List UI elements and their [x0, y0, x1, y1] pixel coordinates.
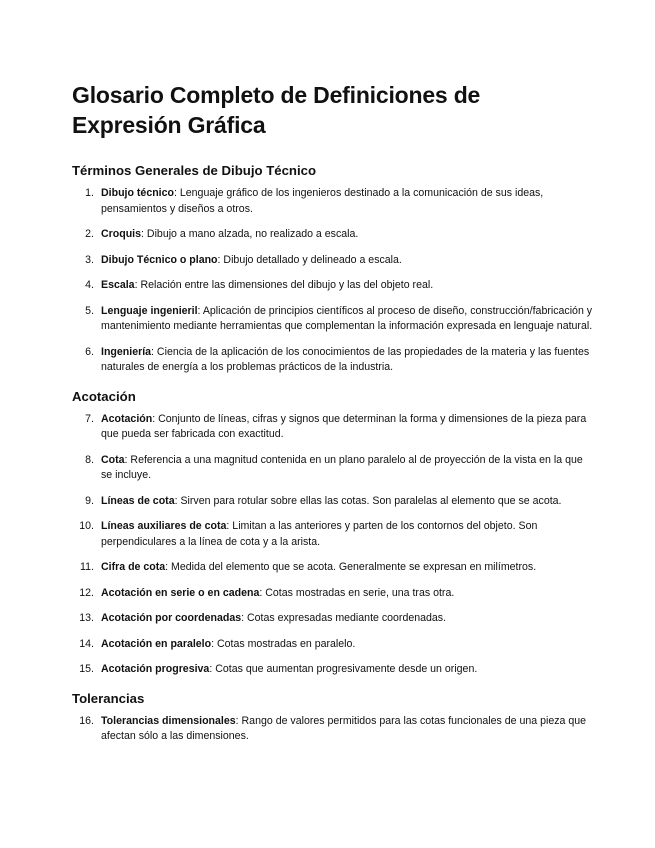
entry-definition: : Sirven para rotular sobre ellas las cotas. Son paralelas al elemento que se acota.: [174, 494, 562, 507]
glossary-entry: [72, 278, 594, 294]
entry-term: Lenguaje ingenieril: [101, 304, 198, 317]
entry-term: Tolerancias dimensionales: [101, 714, 236, 727]
glossary-entry: [72, 586, 594, 602]
entry-number: 2.: [85, 228, 94, 240]
glossary-entry: [72, 494, 594, 510]
entry-term: Dibujo Técnico o plano: [101, 253, 218, 266]
entry-definition: : Cotas mostradas en serie, una tras otra.: [259, 586, 455, 599]
entry-number: 10.: [79, 520, 94, 532]
document-title: Glosario Completo de Definiciones de Expresión Gráfica: [72, 82, 481, 138]
entry-number: 9.: [85, 494, 94, 507]
entry-number: 8.: [85, 453, 94, 466]
glossary-list: [72, 186, 595, 376]
glossary-entry: [72, 560, 594, 576]
entry-definition: : Conjunto de líneas, cifras y signos que determinan la forma y dimensiones de la pieza para que pueda ser fabricada con exactitud.: [101, 412, 587, 440]
entry-term: Acotación progresiva: [101, 663, 210, 675]
entry-definition: : Cotas mostradas en paralelo.: [211, 637, 356, 650]
glossary-list: [72, 412, 595, 678]
glossary-section: [72, 162, 595, 376]
entry-term: Cota: [101, 453, 125, 466]
entry-term: Acotación en paralelo: [101, 637, 212, 650]
entry-number: 11.: [80, 561, 94, 573]
entry-number: 3.: [85, 253, 94, 266]
entry-term: Acotación por coordenadas: [101, 612, 242, 624]
entry-number: 13.: [79, 612, 94, 624]
entry-definition: : Referencia a una magnitud contenida en un plano paralelo al de proyección de la vista en la que se incluye.: [101, 453, 583, 481]
entry-definition: : Dibujo detallado y delineado a escala.: [217, 253, 402, 266]
glossary-entry: [72, 304, 594, 335]
glossary-entry: [72, 412, 594, 443]
glossary-entry: [72, 453, 594, 484]
entry-number: 7.: [85, 412, 94, 425]
entry-number: 15.: [79, 663, 94, 675]
entry-definition: : Cotas que aumentan progresivamente desde un origen.: [209, 663, 478, 675]
entry-term: Cifra de cota: [101, 561, 166, 573]
glossary-entry: [72, 345, 594, 376]
entry-definition: : Aplicación de principios científicos al proceso de diseño, construcción/fabricación y mantenimiento mediante herramientas que complementan la información expresada en lenguaje natural.: [101, 304, 593, 332]
glossary-entry: [72, 637, 594, 653]
entry-term: Acotación: [101, 412, 153, 425]
entry-term: Croquis: [101, 228, 142, 240]
glossary-entry: [72, 714, 594, 745]
glossary-entry: [72, 227, 594, 243]
entry-number: 14.: [79, 637, 94, 650]
glossary-body: [72, 162, 595, 745]
glossary-entry: [72, 186, 594, 217]
entry-term: Dibujo técnico: [101, 187, 174, 199]
entry-number: 5.: [85, 304, 94, 317]
glossary-section: [72, 388, 595, 678]
entry-definition: : Medida del elemento que se acota. Generalmente se expresan en milímetros.: [165, 561, 537, 573]
glossary-list: [72, 714, 595, 745]
section-heading: Acotación: [72, 388, 136, 404]
glossary-entry: [72, 611, 594, 627]
entry-term: Escala: [101, 279, 135, 291]
entry-number: 6.: [85, 345, 94, 358]
entry-number: 1.: [85, 187, 94, 199]
entry-definition: : Dibujo a mano alzada, no realizado a escala.: [141, 228, 359, 240]
entry-number: 16.: [79, 714, 94, 727]
section-heading: Tolerancias: [72, 690, 145, 706]
entry-definition: : Ciencia de la aplicación de los conocimientos de las propiedades de la materia y las fuentes naturales de energía a los problemas prácticos de la industria.: [101, 345, 590, 373]
entry-definition: : Lenguaje gráfico de los ingenieros destinado a la comunicación de sus ideas, pensamientos y diseños a otros.: [101, 187, 544, 215]
entry-term: Ingeniería: [101, 345, 152, 358]
entry-definition: : Rango de valores permitidos para las cotas funcionales de una pieza que afectan sólo a las dimensiones.: [101, 714, 587, 742]
entry-definition: : Relación entre las dimensiones del dibujo y las del objeto real.: [134, 279, 434, 291]
section-heading: Términos Generales de Dibujo Técnico: [72, 163, 317, 178]
entry-term: Líneas de cota: [101, 494, 175, 507]
entry-definition: : Cotas expresadas mediante coordenadas.: [241, 612, 447, 624]
entry-term: Líneas auxiliares de cota: [101, 520, 227, 532]
entry-number: 4.: [85, 279, 94, 291]
glossary-section: [72, 690, 595, 745]
glossary-entry: [72, 253, 594, 269]
entry-definition: : Limitan a las anteriores y parten de los contornos del objeto. Son perpendiculares a la línea de cota y a la arista.: [101, 520, 538, 548]
glossary-entry: [72, 519, 594, 550]
glossary-entry: [72, 662, 594, 678]
entry-number: 12.: [79, 586, 94, 599]
entry-term: Acotación en serie o en cadena: [101, 586, 260, 599]
